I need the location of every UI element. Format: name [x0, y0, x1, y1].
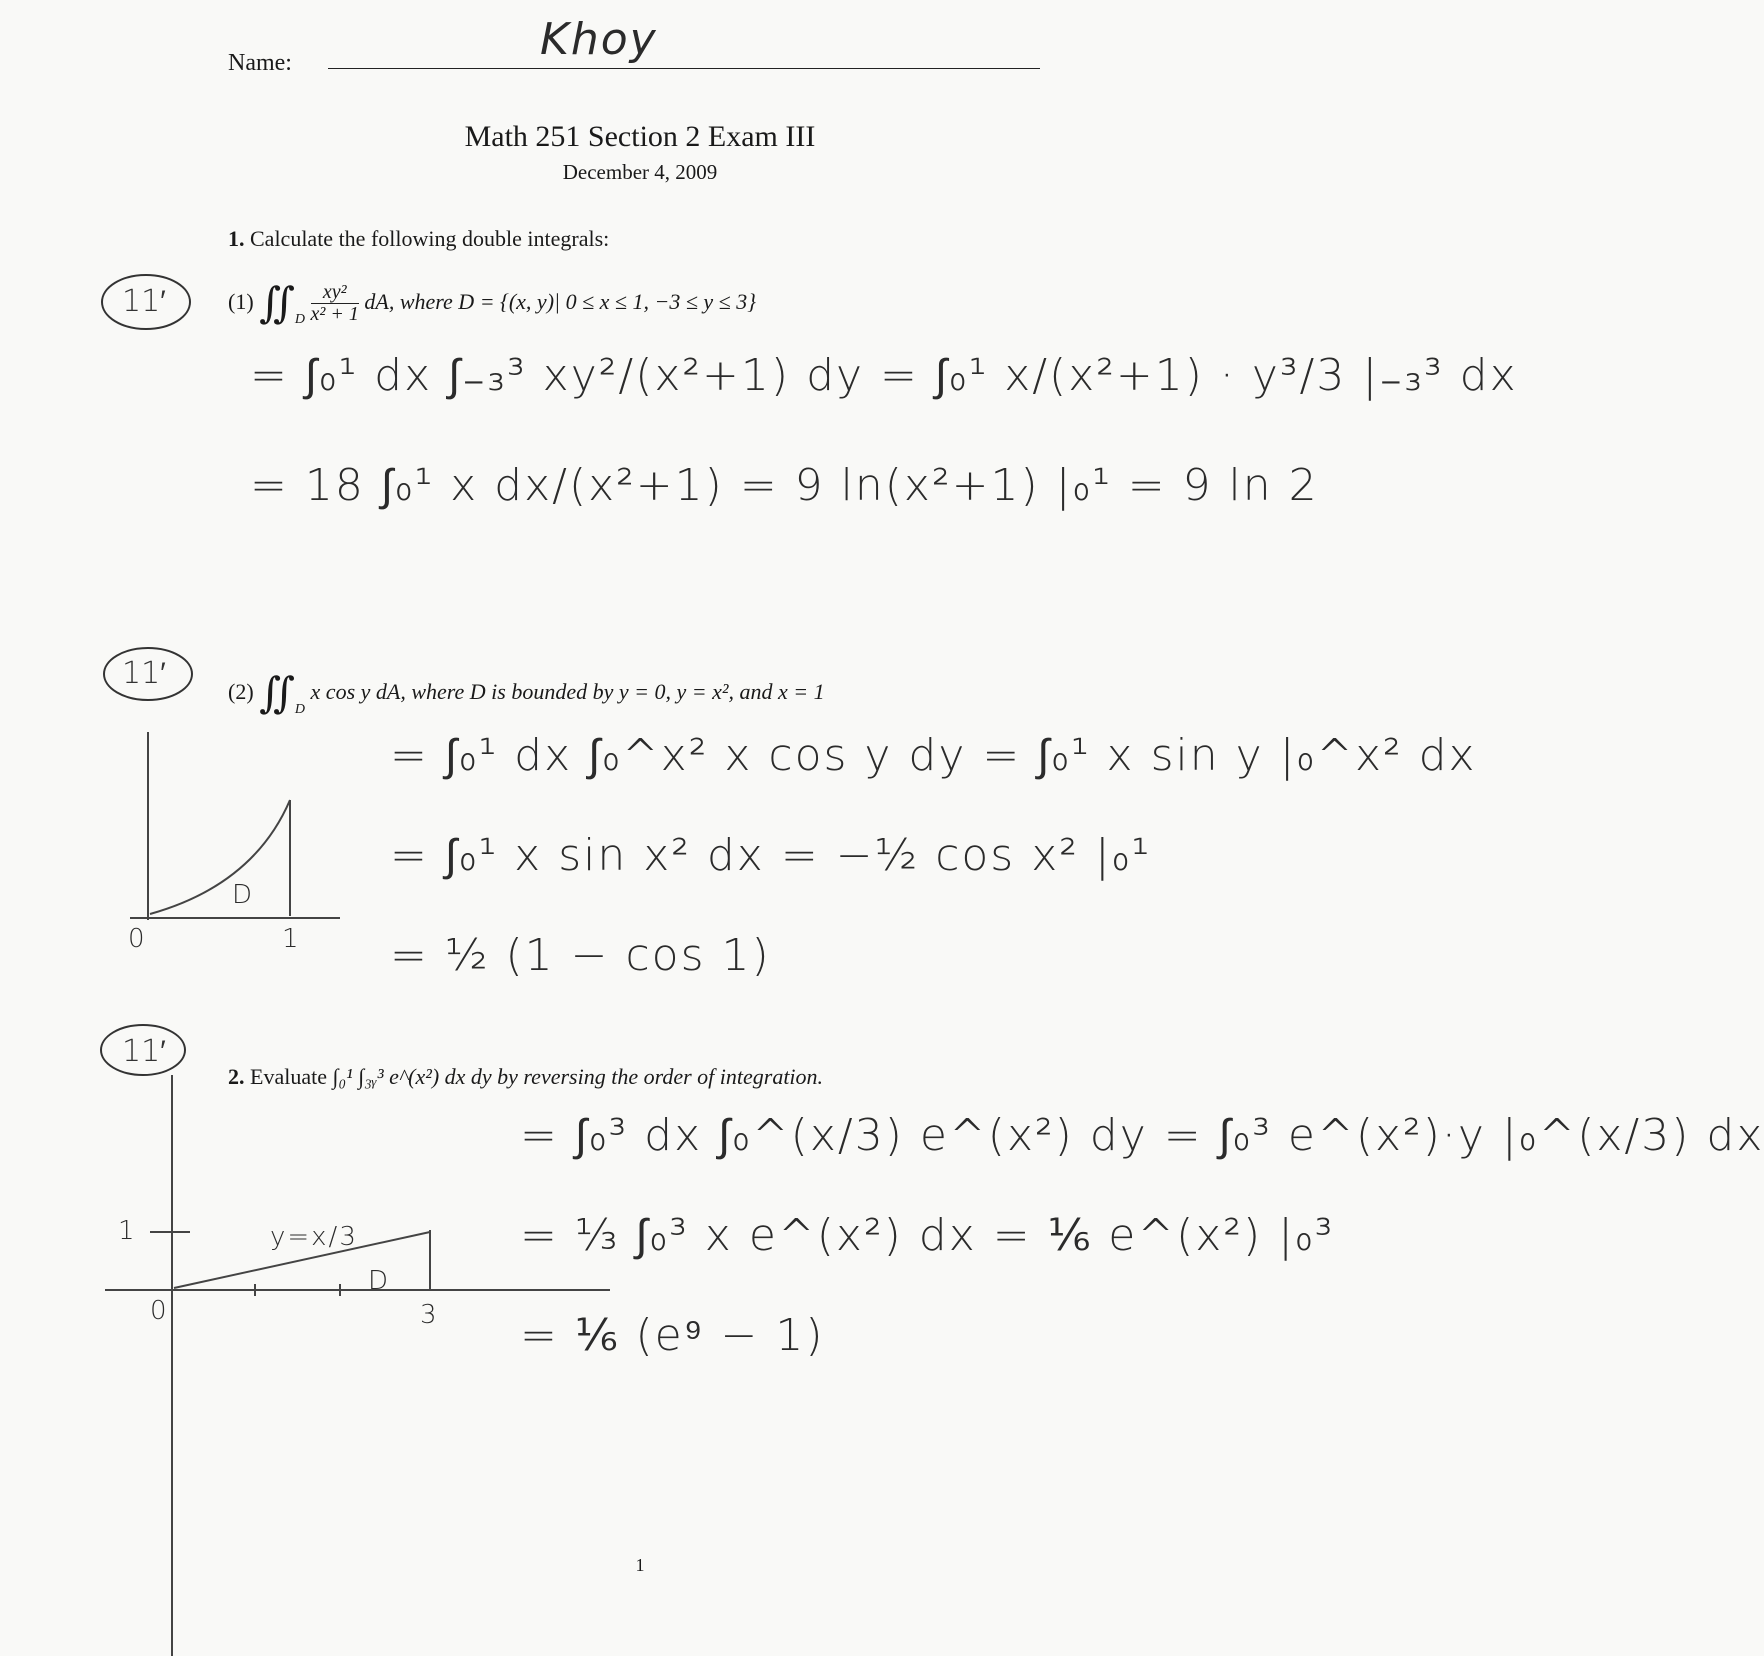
part-2-work-line-1: = ∫₀¹ dx ∫₀^x² x cos y dy = ∫₀¹ x sin y |₀^x² dx: [390, 730, 1477, 781]
question-2-integral: ∫₀¹ ∫₃ᵧ³ e^(x²) dx dy: [332, 1064, 492, 1089]
question-2-x-tick-label: 3: [420, 1300, 439, 1330]
question-2-work-line-1: = ∫₀³ dx ∫₀^(x/3) e^(x²) dy = ∫₀³ e^(x²)·y |₀^(x/3) dx: [520, 1110, 1764, 1161]
part-1-score: 11′: [122, 284, 166, 319]
part-1-label: (1): [228, 289, 254, 314]
part-2-problem: (2) $∬_D$ x cos y dA, where D is bounded by y = 0, y = x², and x = 1: [228, 671, 825, 717]
part-1-score-circle: [102, 275, 190, 329]
part-2-parabola: [150, 800, 290, 914]
part-1-denominator: x² + 1: [310, 303, 359, 326]
part-1-work-line-2: = 18 ∫₀¹ x dx/(x²+1) = 9 ln(x²+1) |₀¹ = 9 ln 2: [250, 460, 1319, 511]
exam-date: December 4, 2009: [562, 160, 718, 184]
question-2-score-circle: [101, 1025, 185, 1075]
part-2-work-line-2: = ∫₀¹ x sin x² dx = −½ cos x² |₀¹: [390, 830, 1151, 881]
exam-title: Math 251 Section 2 Exam III: [464, 120, 816, 153]
part-2-label: (2): [228, 679, 254, 704]
part-2-origin-label: 0: [128, 924, 147, 954]
part-2-score-circle: [104, 648, 192, 700]
part-2-work-line-3: = ½ (1 − cos 1): [390, 930, 771, 981]
question-1-number: 1.: [228, 226, 245, 251]
page-number: 1: [635, 1555, 645, 1575]
name-label: Name:: [228, 50, 292, 76]
student-name: Khoy: [540, 14, 658, 65]
part-2-integrand: x cos y dA, where D is bounded by y = 0, y = x², and x = 1: [310, 679, 825, 704]
question-2-region-label: D: [368, 1266, 391, 1296]
question-2-y-tick-label: 1: [118, 1216, 137, 1246]
question-2-work-line-2: = ⅓ ∫₀³ x e^(x²) dx = ⅙ e^(x²) |₀³: [520, 1210, 1335, 1261]
part-1-numerator: xy²: [311, 282, 359, 304]
question-2-work-line-3: = ⅙ (e⁹ − 1): [520, 1310, 825, 1361]
question-2-score: 11′: [122, 1034, 166, 1069]
question-2-word: Evaluate: [250, 1064, 327, 1089]
part-1-work-line-1: = ∫₀¹ dx ∫₋₃³ xy²/(x²+1) dy = ∫₀¹ x/(x²+1) · y³/3 |₋₃³ dx: [250, 350, 1518, 401]
part-1-problem: (1) $∬_D$ $\frac{\text{xy²}}{\text{x² + 1}}$ dA, where D = {(x, y)| 0 ≤ x ≤ 1, −3 ≤ y ≤ 3}: [228, 281, 757, 327]
question-2-number: 2.: [228, 1064, 245, 1089]
question-2-tail: by reversing the order of integration.: [497, 1064, 824, 1089]
part-2-x-tick-label: 1: [282, 924, 301, 954]
question-2-origin-label: 0: [150, 1296, 169, 1326]
part-2-score: 11′: [122, 656, 166, 691]
part-1-tail: dA, where D = {(x, y)| 0 ≤ x ≤ 1, −3 ≤ y ≤ 3}: [364, 289, 757, 314]
question-2-sketch: [105, 1075, 610, 1656]
question-1-text: Calculate the following double integrals:: [250, 226, 610, 251]
question-2-line-label: y=x/3: [270, 1222, 358, 1252]
part-2-region-label: D: [232, 880, 255, 910]
